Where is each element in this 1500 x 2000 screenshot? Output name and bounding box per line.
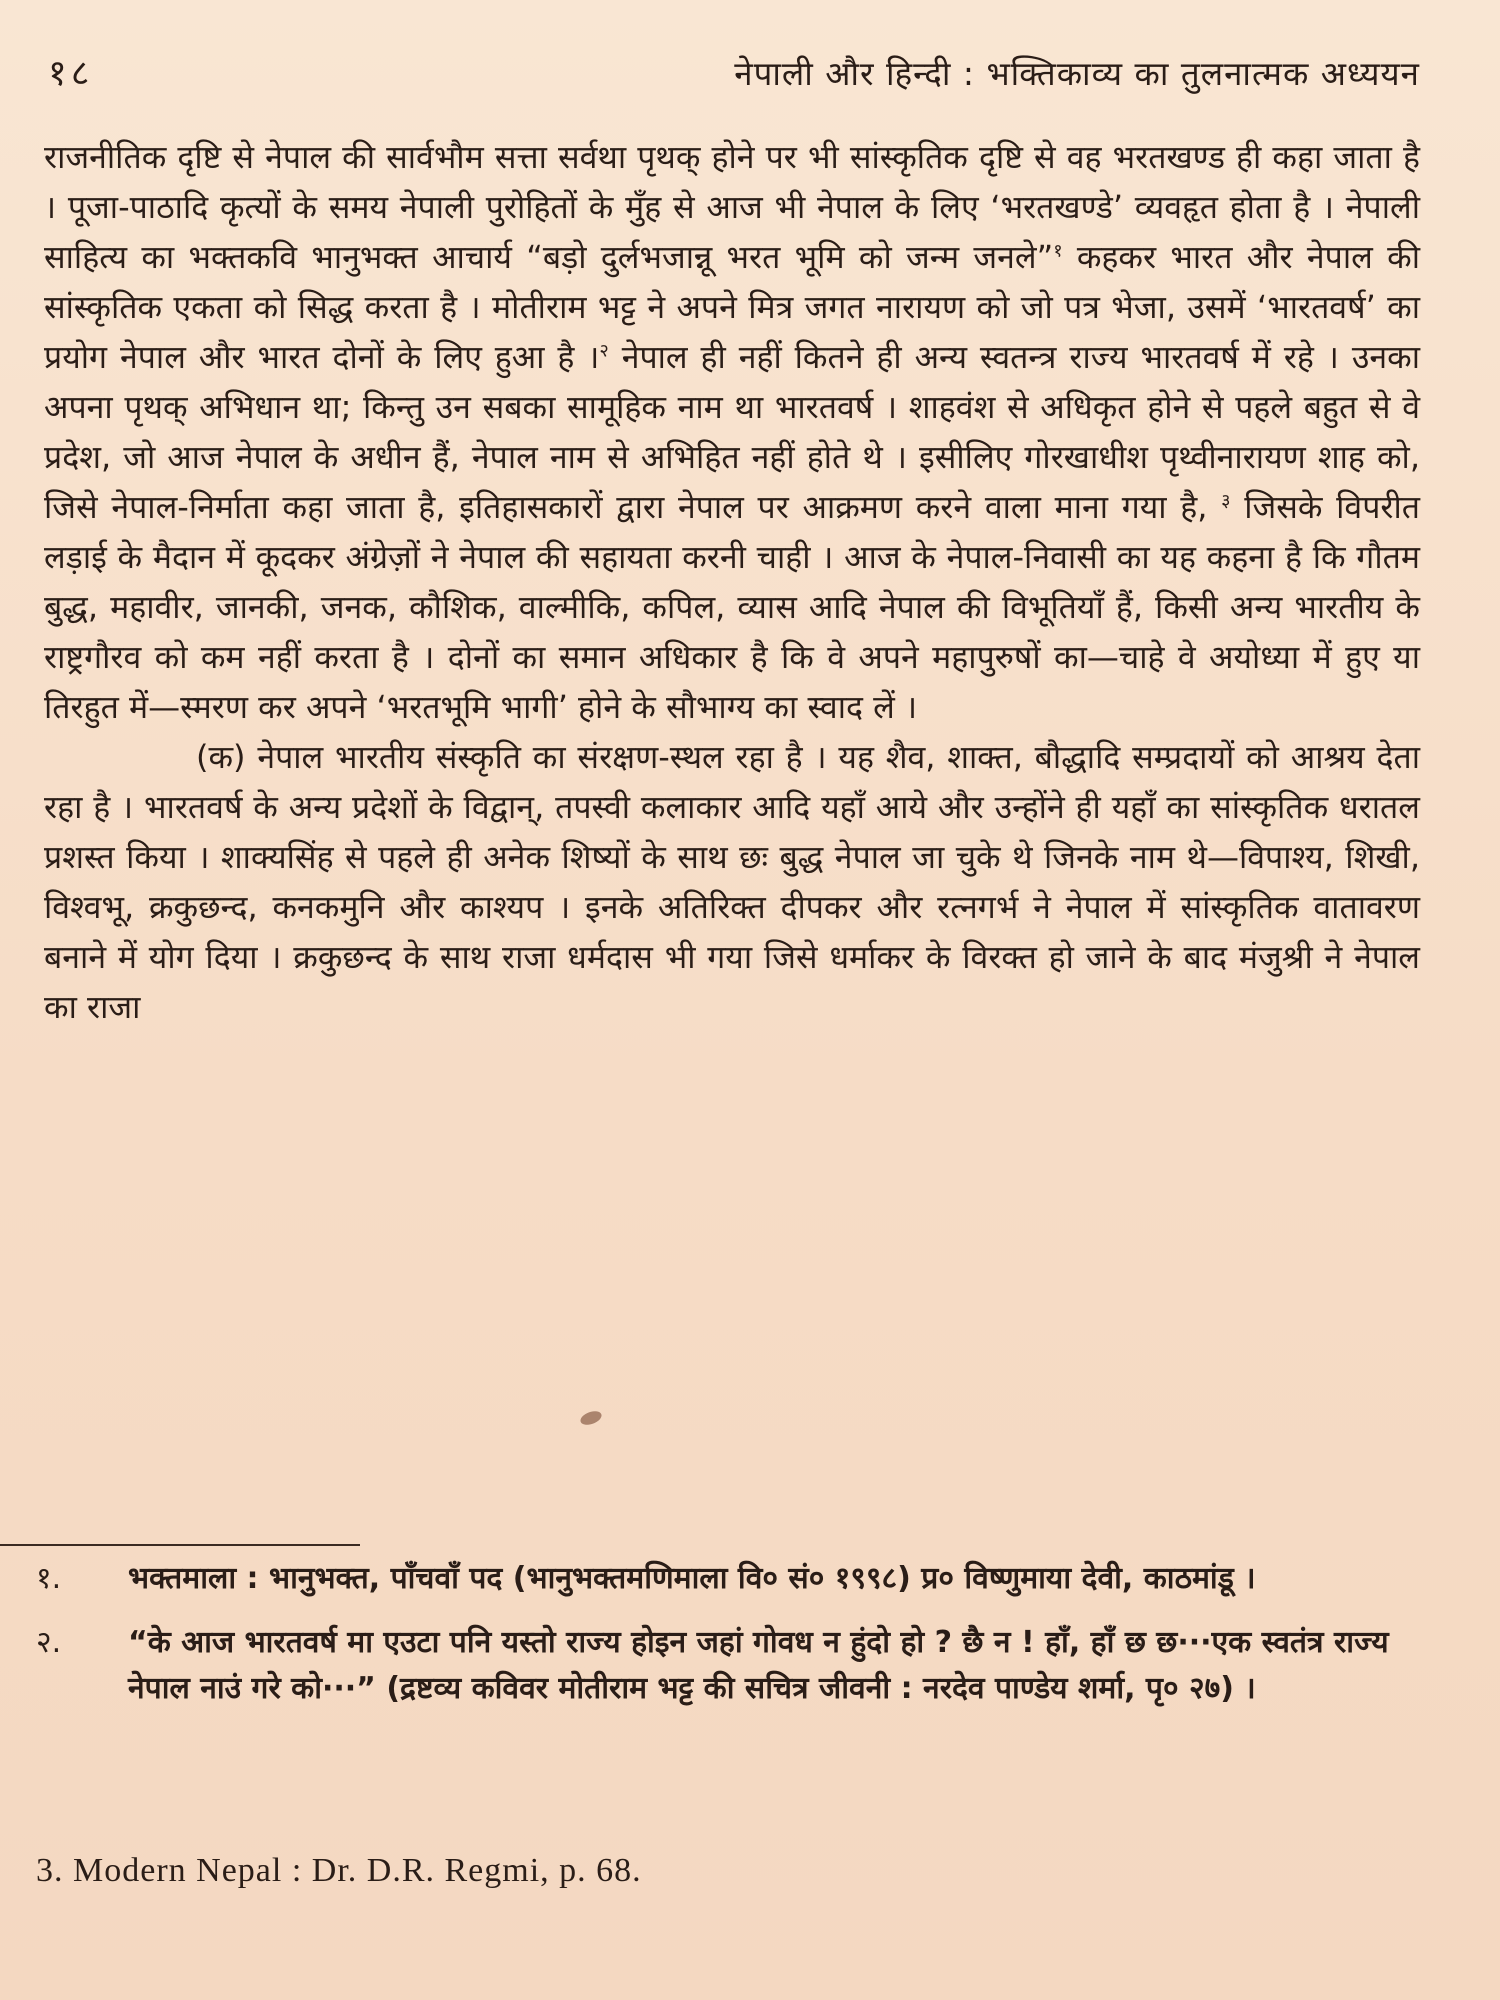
- footnote-1: [36, 1556, 1420, 1602]
- page-number: १८: [48, 53, 94, 94]
- paragraph-1-part-b: कहकर भारत और नेपाल की सांस्कृतिक एकता को सिद्ध करता है । मोतीराम भट्ट ने अपने मित्र जगत नारायण को जो पत्र भेजा, उसमें ‘भारतवर्ष’ का प्रयोग नेपाल और भारत दोनों के लिए हुआ है ।: [44, 238, 1420, 376]
- body-text: [44, 132, 1420, 1032]
- footnote-ref-3: ३: [1221, 490, 1231, 512]
- footnote-number: २.: [36, 1625, 62, 1660]
- footnote-3: [36, 1848, 642, 1894]
- footnote-ref-1: १: [1053, 240, 1063, 262]
- footnote-ref-2: २: [599, 340, 609, 362]
- ink-stain: [579, 1409, 604, 1428]
- page-header: [48, 48, 1420, 100]
- footnote-2: [36, 1620, 1420, 1712]
- footnote-number: 3.: [36, 1852, 64, 1889]
- paragraph-1-part-a: राजनीतिक दृष्टि से नेपाल की सार्वभौम सत्ता सर्वथा पृथक् होने पर भी सांस्कृतिक दृष्टि से वह भरतखण्ड ही कहा जाता है । पूजा-पाठादि कृत्यों के समय नेपाली पुरोहितों के मुँह से आज भी नेपाल के लिए ‘भरतखण्डे’ व्यवहृत होता है । नेपाली साहित्य का भक्तकवि भानुभक्त आचार्य “बड़ो दुर्लभजान्नू भरत भूमि को जन्म जनले”: [44, 138, 1420, 276]
- footnote-number: १.: [36, 1561, 62, 1596]
- paragraph-1-part-c: नेपाल ही नहीं कितने ही अन्य स्वतन्त्र राज्य भारतवर्ष में रहे । उनका अपना पृथक् अभिधान था; किन्तु उन सबका सामूहिक नाम था भारतवर्ष । शाहवंश से अधिकृत होने से पहले बहुत से वे प्रदेश, जो आज नेपाल के अधीन हैं, नेपाल नाम से अभिहित नहीं होते थे । इसीलिए गोरखाधीश पृथ्वीनारायण शाह को, जिसे नेपाल-निर्माता कहा जाता है, इतिहासकारों द्वारा नेपाल पर आक्रमण करने वाला माना गया है,: [44, 338, 1420, 526]
- footnote-text: Modern Nepal : Dr. D.R. Regmi, p. 68.: [73, 1852, 642, 1889]
- running-title: नेपाली और हिन्दी : भक्तिकाव्य का तुलनात्मक अध्ययन: [734, 54, 1420, 93]
- footnote-text: भक्तमाला : भानुभक्त, पाँचवाँ पद (भानुभक्तमणिमाला वि० सं० १९९८) प्र० विष्णुमाया देवी, काठमांडू ।: [128, 1561, 1256, 1596]
- paragraph-1-part-d: जिसके विपरीत लड़ाई के मैदान में कूदकर अंग्रेज़ों ने नेपाल की सहायता करनी चाही । आज के नेपाल-निवासी का यह कहना है कि गौतम बुद्ध, महावीर, जानकी, जनक, कौशिक, वाल्मीकि, कपिल, व्यास आदि नेपाल की विभूतियाँ हैं, किसी अन्य भारतीय के राष्ट्रगौरव को कम नहीं करता है । दोनों का समान अधिकार है कि वे अपने महापुरुषों का—चाहे वे अयोध्या में हुए या तिरहुत में—स्मरण कर अपने ‘भरतभूमि भागी’ होने के सौभाग्य का स्वाद लें ।: [44, 488, 1420, 726]
- paragraph-2: (क) नेपाल भारतीय संस्कृति का संरक्षण-स्थल रहा है । यह शैव, शाक्त, बौद्धादि सम्प्रदायों को आश्रय देता रहा है । भारतवर्ष के अन्य प्रदेशों के विद्वान्, तपस्वी कलाकार आदि यहाँ आये और उन्होंने ही यहाँ का सांस्कृतिक धरातल प्रशस्त किया । शाक्यसिंह से पहले ही अनेक शिष्यों के साथ छः बुद्ध नेपाल जा चुके थे जिनके नाम थे—विपाश्य, शिखी, विश्वभू, क्रकुछन्द, कनकमुनि और काश्यप । इनके अतिरिक्त दीपकर और रत्नगर्भ ने नेपाल में सांस्कृतिक वातावरण बनाने में योग दिया । क्रकुछन्द के साथ राजा धर्मदास भी गया जिसे धर्माकर के विरक्त हो जाने के बाद मंजुश्री ने नेपाल का राजा: [44, 738, 1420, 1026]
- footnotes: [36, 1538, 1420, 1712]
- footnote-text: “के आज भारतवर्ष मा एउटा पनि यस्तो राज्य होइन जहां गोवध न हुंदो हो ? छै न ! हाँ, हाँ छ छ···एक स्वतंत्र राज्य नेपाल नाउं गरे को···” (द्रष्टव्य कविवर मोतीराम भट्ट की सचित्र जीवनी : नरदेव पाण्डेय शर्मा, पृ० २७) ।: [128, 1625, 1389, 1706]
- paragraph-1: [44, 132, 1420, 732]
